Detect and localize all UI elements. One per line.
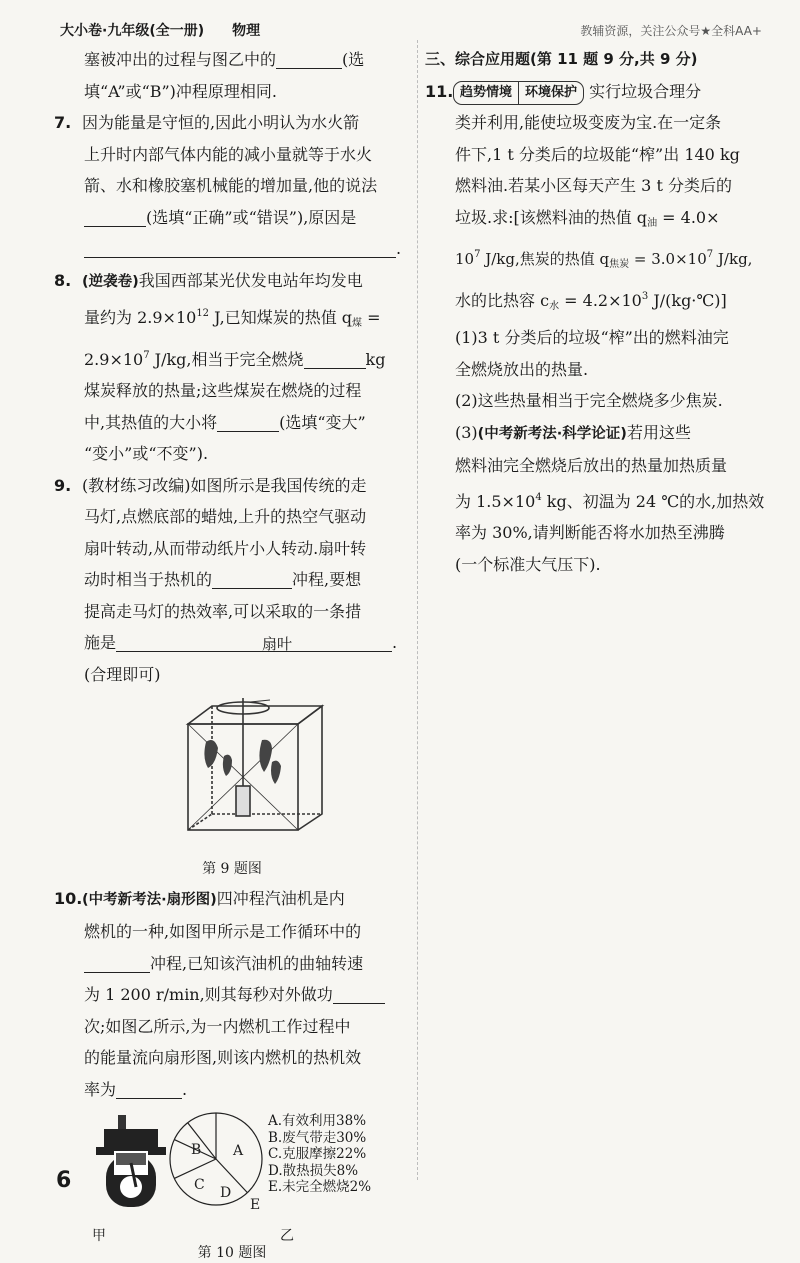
pie-label-c: C [194, 1177, 205, 1193]
answer-blank[interactable] [304, 350, 366, 369]
energy-pie-chart [166, 1109, 268, 1213]
answer-blank[interactable] [333, 985, 385, 1004]
pie-label-b: B [191, 1142, 202, 1158]
lantern-figure [172, 696, 352, 846]
figure-9-caption: 第 9 题图 [202, 860, 262, 877]
answer-blank[interactable] [212, 570, 292, 589]
engine-figure [94, 1115, 174, 1211]
figure-10 [54, 1109, 410, 1249]
answer-blank[interactable] [84, 239, 396, 258]
pie-legend: A.有效利用38% B.废气带走30% C.克服摩擦22% D.散热损失8% E.未完全燃烧2% [268, 1113, 372, 1195]
question-10: 10.(中考新考法·扇形图)四冲程汽油机是内 [54, 888, 345, 908]
header-title [60, 20, 260, 40]
page-number: 6 [56, 1168, 72, 1193]
pie-label-e: E [250, 1197, 261, 1213]
question-8: 8. (逆袭卷)我国西部某光伏发电站年均发电 [54, 270, 363, 290]
answer-blank[interactable] [116, 1080, 182, 1099]
left-column: 塞被冲出的过程与图乙中的 (选 填“A”或“B”)冲程原理相同. 7. 因为能量是守恒的,因此小明认为水火箭 上升时内部气体内能的减小量就等于水火 箭、水和橡胶塞机械能的增加量,他的说法 (选填“正确”或“错误”),原因是 . 8. (逆袭卷)我国西部某光伏发电站年均发电 量约为 $2.9\times 10^{12}$ J,已知煤炭的热值 $q_煤$ = $2.9\times 10^7$ J/kg,相当于完全燃烧 kg 煤炭释放的热量;这些煤炭在燃烧的过程 中,其热值的大小将 (选填“变大” “变小”或“不变”). 9. (教材练习改编)如图所示是我国传统的走 马灯,点燃底部的蜡烛,上升的热空气驱动 扇叶转动,从而带动纸片小人转动.扇叶转 动时相当于热机的 冲程,要想 提高走马灯的热效率,可以采取的一条措 施是 . (合理即可) 扇叶 第 9 题图 10.(中考新考法·扇形图)四冲程汽油机是内 燃机的一种,如图甲所示是工作循环中的 冲程,已知该汽油机的曲轴转速 为 1 200 r/min,则其每秒对外做功 次;如图乙所示,为一内燃机工作过程中 的能量流向扇形图,则该内燃机的热机效 率为 . A B C D E A.有效利用38% B.废气带走30% C.克服摩擦22% D.散热损失8% E.未完全燃烧2% 甲 乙 第 10 题图 [54, 44, 410, 1263]
answer-blank[interactable] [116, 633, 392, 652]
question-9: 9. (教材练习改编)如图所示是我国传统的走 [54, 475, 367, 495]
figure-label-a: 甲 [92, 1228, 106, 1244]
pie-label-d: D [220, 1185, 232, 1201]
question-7: 7. 因为能量是守恒的,因此小明认为水火箭 [54, 113, 360, 132]
answer-blank[interactable] [84, 208, 146, 227]
answer-blank[interactable] [84, 954, 150, 973]
answer-blank[interactable] [217, 413, 279, 432]
column-divider [417, 40, 418, 1180]
book-title: 大小卷·九年级(全一册) [60, 23, 205, 39]
fan-blade-label: 扇叶 [262, 635, 293, 653]
right-column: 三、综合应用题(第 11 题 9 分,共 9 分) 11. 趋势情境 环境保护 实行垃圾合理分 类并利用,能使垃圾变废为宝.在一定条 件下,1 t 分类后的垃圾能“榨”出 140 kg 燃料油.若某小区每天产生 3 t 分类后的 垃圾.求:[该燃料油的热值 $q_油 = 4.0\times$ $10^7$ J/kg,焦炭的热值 $q_{焦炭} = 3.0\times 10^7$ J/kg, 水的比热容 $c_水 = 4.2\times 10^3$ J/(kg·℃)] (1)3 t 分类后的垃圾“榨”出的燃料油完 全燃烧放出的热量. (2)这些热量相当于完全燃烧多少焦炭. (3)(中考新考法·科学论证)若用这些 燃料油完全燃烧后放出的热量加热质量 为 $1.5\times 10^4$ kg、初温为 24 ℃的水,加热效 率为 30%,请判断能否将水加热至沸腾 (一个标准大气压下). [425, 44, 775, 580]
answer-blank[interactable] [276, 50, 342, 69]
question-11: 11. 趋势情境 环境保护 实行垃圾合理分 [425, 76, 775, 108]
figure-10-caption: 第 10 题图 [197, 1245, 267, 1261]
section-title: 三、综合应用题(第 11 题 9 分,共 9 分) [425, 50, 698, 68]
watermark-text: 教辅资源，关注公众号★全科AA+ [580, 24, 762, 38]
figure-label-b: 乙 [280, 1228, 294, 1244]
pie-divider-2 [174, 1159, 216, 1178]
scenario-tags: 趋势情境 环境保护 [453, 81, 584, 105]
subject-label: 物理 [232, 23, 261, 39]
pie-label-a: A [233, 1143, 244, 1159]
